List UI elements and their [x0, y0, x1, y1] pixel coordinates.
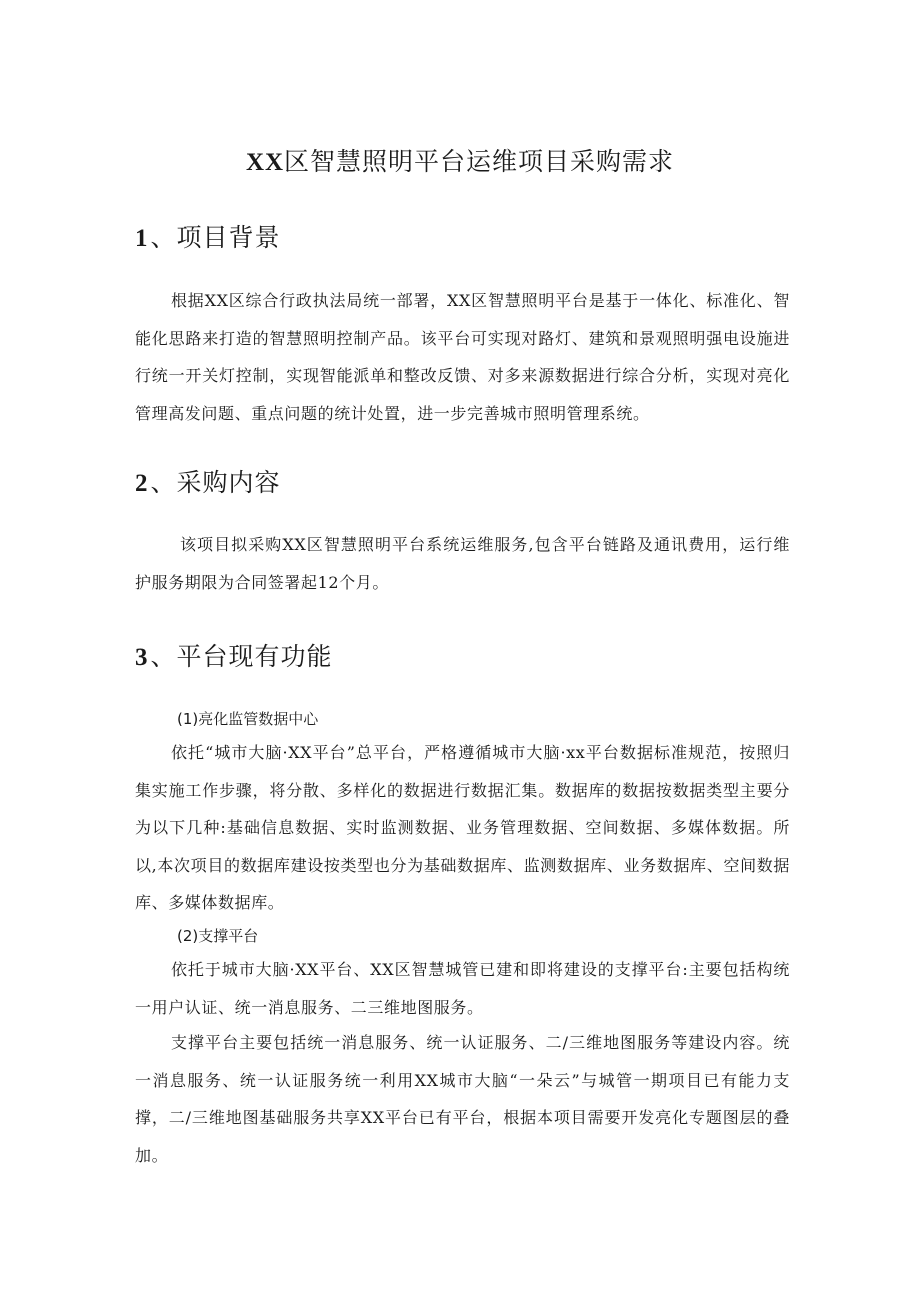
- subsection-label-1: (1)亮化监管数据中心: [177, 710, 319, 728]
- paragraph-support-platform-1: 依托于城市大脑·XX平台、XX区智慧城管已建和即将建设的支撑平台:主要包括构统一用户认证、统一消息服务、二三维地图服务。: [135, 960, 790, 1017]
- document-title: [0, 142, 920, 178]
- section-heading-text: 、平台现有功能: [150, 642, 333, 671]
- section-number: 2: [135, 470, 149, 497]
- paragraph-data-center: 依托“城市大脑·XX平台”总平台，严格遵循城市大脑·xx平台数据标准规范，按照归集实施工作步骤，将分散、多样化的数据进行数据汇集。数据库的数据按数据类型主要分为以下几种:基础信息数据、实时监测数据、业务管理数据、空间数据、多媒体数据。所以,本次项目的数据库建设按类型也分为基础数据库、监测数据库、业务数据库、空间数据库、多媒体数据库。: [135, 743, 790, 912]
- section-heading-2: [135, 463, 281, 499]
- document-title-prefix: XX: [245, 149, 285, 176]
- section-heading-1: [135, 218, 281, 254]
- paragraph-support-platform-2: 支撑平台主要包括统一消息服务、统一认证服务、二/三维地图服务等建设内容。统一消息服务、统一认证服务统一利用XX城市大脑“一朵云”与城管一期项目已有能力支撑，二/三维地图基础服务共享XX平台已有平台，根据本项目需要开发亮化专题图层的叠加。: [135, 1033, 790, 1165]
- paragraph-procurement: 该项目拟采购XX区智慧照明平台系统运维服务,包含平台链路及通讯费用，运行维护服务期限为合同签署起12个月。: [135, 535, 790, 592]
- section-heading-text: 、采购内容: [150, 468, 281, 497]
- subsection-label-2: (2)支撑平台: [177, 927, 259, 945]
- section-number: 3: [135, 644, 149, 671]
- section-number: 1: [135, 225, 149, 252]
- section-heading-text: 、项目背景: [150, 223, 281, 252]
- paragraph-background: 根据XX区综合行政执法局统一部署，XX区智慧照明平台是基于一体化、标准化、智能化思路来打造的智慧照明控制产品。该平台可实现对路灯、建筑和景观照明强电设施进行统一开关灯控制，实现智能派单和整改反馈、对多来源数据进行综合分析，实现对亮化管理高发问题、重点问题的统计处置，进一步完善城市照明管理系统。: [135, 291, 790, 423]
- section-heading-3: [135, 637, 333, 673]
- document-title-text: 区智慧照明平台运维项目采购需求: [284, 147, 675, 176]
